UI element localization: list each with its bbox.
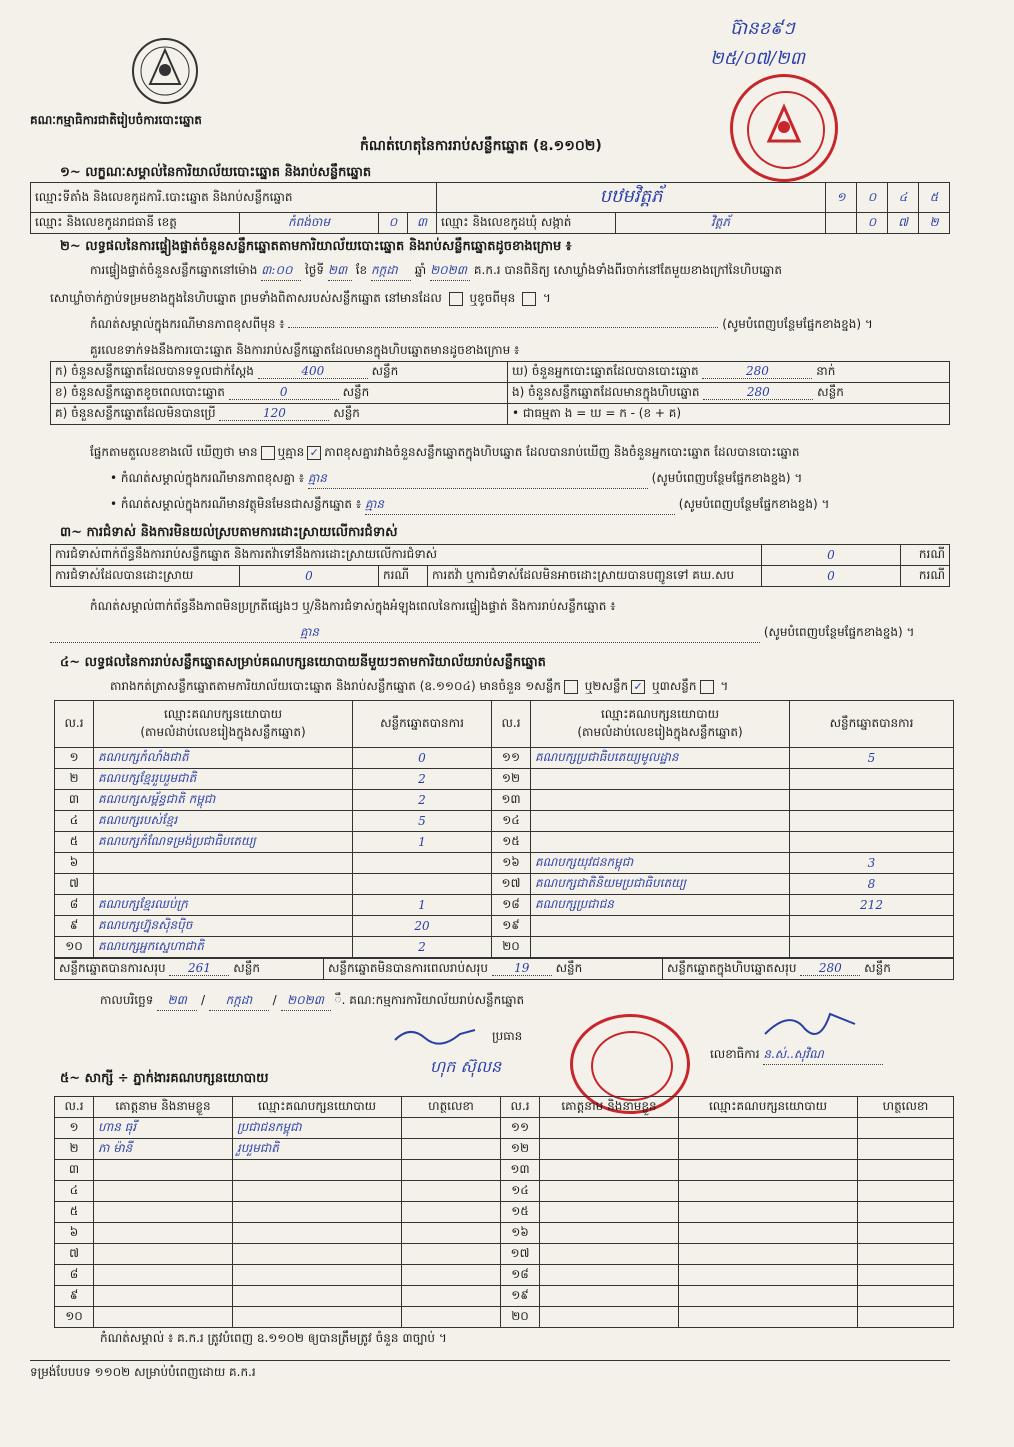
- party-no: ១៩: [492, 916, 531, 937]
- witness-party: [679, 1244, 858, 1265]
- party-no: ៨: [55, 895, 94, 916]
- objection-table: ការជំទាស់ពាក់ព័ន្ធនឹងការរាប់សន្លឹកឆ្នោត និងការតវ៉ាទៅនឹងការដោះស្រាយលើការជំទាស់ 0 ករណី ការជំទាស់ដែលបានដោះស្រាយ 0 ករណី ការតវ៉ា ឬការជំទាស់ដែលមិនអាចដោះស្រាយបានបញ្ជូនទៅ គឃ.សប 0 ករណី: [50, 544, 950, 587]
- commune-code-3: ២: [919, 213, 950, 234]
- verify-month: កក្កដា: [371, 262, 411, 281]
- party-results-table: ល.រ ឈ្មោះគណបក្សនយោបាយ (តាមលំដាប់លេខរៀងក្នុងសន្លឹកឆ្នោត) សន្លឹកឆ្នោតបានការ ល.រ ឈ្មោះគណបក្សនយោបាយ (តាមលំដាប់លេខរៀងក្នុងសន្លឹកឆ្នោត) សន្លឹកឆ្នោតបានការ ១ គណបក្សកំលាំងជាតិ 0 ១១ គណបក្សប្រជាធិបតេយ្យមូលដ្ឋាន 5 ២ គណបក្សខ្មែររួបរួមជាតិ 2 ១២ ៣ គណបក្សសម្ព័ន្ធជាតិ កម្ពុជា 2 ១៣ ៤ គណបក្សរបស់ខ្មែរ 5 ១៤ ៥ គណបក្សកំណែទម្រង់ប្រជាធិបតេយ្យ 1 ១៥ ៦ ១៦ គណបក្សយុវជនកម្ពុជា 3 ៧ ១៧ គណបក្សជាតិនិយមប្រជាធិបតេយ្យ 8 ៨ គណបក្សខ្មែរឈប់ក្រ 1 ១៨ គណបក្សប្រជាជន 212 ៩ គណបក្សហ្វ៊ុនស៊ិនប៉ិច 20 ១៩ ១០ គណបក្សអ្នកស្នេហាជាតិ 2 ២០: [54, 700, 954, 958]
- party-votes: 2: [353, 769, 492, 790]
- party-name: គណបក្សខ្មែររួបរួមជាតិ: [94, 769, 353, 790]
- party-no: ៣: [55, 790, 94, 811]
- location-value: បឋមវិត្តភ័: [437, 183, 826, 213]
- commune-code-1: ០: [857, 213, 888, 234]
- chair-label: ប្រធាន: [492, 1029, 523, 1043]
- witness-no: ៦: [55, 1223, 94, 1244]
- party-votes: [790, 937, 954, 958]
- ballots-in-box: 280: [703, 385, 813, 400]
- party-row: [55, 832, 954, 853]
- witness-name: [540, 1202, 679, 1223]
- witness-signature: [858, 1118, 954, 1139]
- has-difference-checkbox[interactable]: [261, 446, 275, 460]
- spoiled-ballots: 0: [229, 385, 339, 400]
- witness-party: [679, 1160, 858, 1181]
- witness-party: [233, 1223, 402, 1244]
- witness-no: ១៧: [501, 1244, 540, 1265]
- witness-party: [679, 1139, 858, 1160]
- party-no: ៥: [55, 832, 94, 853]
- witness-row: [55, 1160, 954, 1181]
- party-name: គណបក្សហ្វ៊ុនស៊ិនប៉ិច: [94, 916, 353, 937]
- party-name: គណបក្សជាតិនិយមប្រជាធិបតេយ្យ: [531, 874, 790, 895]
- party-no: ១២: [492, 769, 531, 790]
- witness-party: [233, 1244, 402, 1265]
- secretary-line: លេខាធិការ ន.ស់..សុវិណ: [710, 1046, 883, 1065]
- unused-ballots: 120: [219, 406, 329, 421]
- witness-no: ១០: [55, 1307, 94, 1328]
- witness-name: [540, 1139, 679, 1160]
- committee-name: គណៈកម្មាធិការជាតិរៀបចំការបោះឆ្នោត: [30, 113, 202, 127]
- witness-signature: [858, 1181, 954, 1202]
- witness-name: [540, 1244, 679, 1265]
- total-in-box: 280: [800, 961, 860, 976]
- witness-no: ២: [55, 1139, 94, 1160]
- witness-party: [233, 1202, 402, 1223]
- witness-party: [233, 1181, 402, 1202]
- witness-party: [233, 1265, 402, 1286]
- province-label: ឈ្មោះ និងលេខកូដរាជធានី ខេត្ត: [31, 213, 240, 234]
- witness-no: ៧: [55, 1244, 94, 1265]
- form-footer: ទម្រង់បែបបទ ១១០២ សម្រាប់បំពេញដោយ គ.ក.រ: [30, 1365, 256, 1379]
- party-votes: 5: [353, 811, 492, 832]
- voters-count: 280: [702, 364, 812, 379]
- party-no: ២: [55, 769, 94, 790]
- party-no: ៤: [55, 811, 94, 832]
- witness-party: [233, 1286, 402, 1307]
- national-emblem-icon: [130, 36, 200, 106]
- party-name: [531, 790, 790, 811]
- irregularity-note-fill: គ្មាន (សូមបំពេញបន្ថែមផ្នែកខាងខ្នង) ។: [50, 624, 960, 643]
- witness-no: ១២: [501, 1139, 540, 1160]
- witness-signature: [858, 1265, 954, 1286]
- party-votes: 212: [790, 895, 954, 916]
- witness-body: [55, 1118, 954, 1328]
- secretary-signature: [760, 1004, 860, 1047]
- witness-no: ១១: [501, 1118, 540, 1139]
- section1-heading: ១~ លក្ខណៈសម្គាល់នៃការិយាល័យបោះឆ្នោត និងរាប់សន្លឹកឆ្នោត: [60, 165, 372, 180]
- party-votes: [790, 769, 954, 790]
- witness-name: [540, 1181, 679, 1202]
- witness-name: [94, 1265, 233, 1286]
- witness-party: [679, 1202, 858, 1223]
- bullet-foreign-object: • កំណត់សម្គាល់ក្នុងករណីមានវត្ថុមិនមែនជាសន្លឹកឆ្នោត ៖ គ្មាន (សូមបំពេញបន្ថែមផ្នែកខាងខ្នង) ។: [110, 496, 950, 515]
- witness-name: [94, 1181, 233, 1202]
- party-votes: [353, 853, 492, 874]
- footnote: កំណត់សម្គាល់ ៖ គ.ក.រ ត្រូវបំពេញ ឧ.១១០២ ឲ្យបានត្រឹមត្រូវ ចំនួន ៣ច្បាប់ ។: [100, 1331, 447, 1345]
- damaged-checkbox[interactable]: [522, 292, 536, 306]
- witness-signature: [858, 1160, 954, 1181]
- witness-no: ១៣: [501, 1160, 540, 1181]
- party-name: គណបក្សអ្នកស្នេហាជាតិ: [94, 937, 353, 958]
- witness-no: ១: [55, 1118, 94, 1139]
- witness-name: [540, 1286, 679, 1307]
- witness-party: [233, 1160, 402, 1181]
- province-value: កំពង់ចាម: [240, 213, 379, 234]
- location-label: ឈ្មោះទីតាំង និងលេខកូដការិ.បោះឆ្នោត និងរាប់សន្លឹកឆ្នោត: [31, 183, 437, 213]
- party-results-body: [55, 748, 954, 958]
- witness-signature: [402, 1160, 501, 1181]
- witness-signature: [402, 1244, 501, 1265]
- party-votes: 8: [790, 874, 954, 895]
- party-row: [55, 748, 954, 769]
- witness-signature: [858, 1286, 954, 1307]
- party-row: [55, 811, 954, 832]
- bullet-difference: • កំណត់សម្គាល់ក្នុងករណីមានភាពខុសគ្នា ៖ គ្មាន (សូមបំពេញបន្ថែមផ្នែកខាងខ្នង) ។: [110, 470, 950, 489]
- witness-signature: [402, 1307, 501, 1328]
- party-votes: 5: [790, 748, 954, 769]
- witness-name: [94, 1307, 233, 1328]
- tally-sheet-line: តារាងកត់ត្រាសន្លឹកឆ្នោតតាមការិយាល័យបោះឆ្នោត និងរាប់សន្លឹកឆ្នោត (ឧ.១១០៤) មានចំនួន ១សន្លឹក ឬ២សន្លឹក ✓ ឬ៣សន្លឹក ។: [110, 679, 729, 693]
- witness-name: [94, 1286, 233, 1307]
- witness-no: ៨: [55, 1265, 94, 1286]
- party-no: ១៨: [492, 895, 531, 916]
- party-votes: [790, 916, 954, 937]
- witness-name: [540, 1265, 679, 1286]
- witness-name: [540, 1118, 679, 1139]
- verify-day: ២៣: [328, 262, 352, 281]
- witness-party: ប្រជាជនកម្ពុជា: [233, 1118, 402, 1139]
- witness-party: [679, 1118, 858, 1139]
- irregularity-note: កំណត់សម្គាល់ពាក់ព័ន្ធនឹងភាពមិនប្រក្រតីផ្សេងៗ ឬ/និងការជំទាស់ក្នុងអំឡុងពេលនៃការផ្ទៀងផ្ទាត់ និងការរាប់សន្លឹកឆ្នោត ៖: [90, 599, 616, 613]
- section5-heading: ៥~ សាក្សី ÷ ភ្នាក់ងារគណបក្សនយោបាយ: [60, 1071, 269, 1086]
- location-code-2: ០: [857, 183, 888, 213]
- party-no: ១៣: [492, 790, 531, 811]
- witness-name: [540, 1160, 679, 1181]
- chair-signature: [390, 1020, 480, 1053]
- witness-signature: [402, 1223, 501, 1244]
- party-no: ៧: [55, 874, 94, 895]
- witness-name: ភា ម៉ានី: [94, 1139, 233, 1160]
- party-votes: [790, 832, 954, 853]
- party-no: ១៥: [492, 832, 531, 853]
- received-ballots: 400: [258, 364, 368, 379]
- witness-row: [55, 1244, 954, 1265]
- witness-row: [55, 1181, 954, 1202]
- received-handwriting-1: ប៊ានខ៩ៗ: [730, 18, 795, 39]
- verify-year: ២០២៣: [430, 262, 470, 281]
- witness-signature: [858, 1202, 954, 1223]
- witness-name: [94, 1223, 233, 1244]
- location-code-4: ៥: [919, 183, 950, 213]
- party-no: ៦: [55, 853, 94, 874]
- party-no: ១៤: [492, 811, 531, 832]
- witness-party: [679, 1181, 858, 1202]
- witness-signature: [858, 1307, 954, 1328]
- witness-no: ១៩: [501, 1286, 540, 1307]
- party-no: ២០: [492, 937, 531, 958]
- province-code-1: ០: [379, 213, 408, 234]
- witness-signature: [402, 1202, 501, 1223]
- party-no: ១៦: [492, 853, 531, 874]
- party-votes: 1: [353, 832, 492, 853]
- party-row: [55, 853, 954, 874]
- document-title: កំណត់ហេតុនៃការរាប់សន្លឹកឆ្នោត (ឧ.១១០២): [360, 138, 602, 154]
- figures-intro: គួរលេខទាក់ទងនឹងការបោះឆ្នោត និងការរាប់សន្លឹកឆ្នោតដែលមានក្នុងហិបឆ្នោតមានដូចខាងក្រោម ៖: [90, 343, 520, 357]
- difference-line: ផ្នែកតាមតួលេខខាងលើ ឃើញថា មាន ឬគ្មាន ✓ ភាពខុសគ្នារវាងចំនួនសន្លឹកឆ្នោតក្នុងហិបឆ្នោត ដែលបានរាប់ឃើញ និងចំនួនអ្នកបោះឆ្នោត ដែលបានបោះឆ្នោត: [90, 445, 800, 459]
- verify-time: ៣:០០: [261, 262, 301, 281]
- witness-no: ១៨: [501, 1265, 540, 1286]
- party-no: ១០: [55, 937, 94, 958]
- witness-row: [55, 1265, 954, 1286]
- party-no: ១: [55, 748, 94, 769]
- no-difference-checkbox[interactable]: ✓: [307, 446, 321, 460]
- witness-party: [679, 1265, 858, 1286]
- party-no: ៩: [55, 916, 94, 937]
- received-handwriting-2: ២៥/០៧/២៣: [710, 48, 806, 69]
- formula: • ជាធម្មតា ង = ឃ = ក - (ខ + គ): [508, 404, 950, 425]
- section4-heading: ៤~ លទ្ធផលនៃការរាប់សន្លឹកឆ្នោតសម្រាប់គណបក្សនយោបាយនីមួយៗតាមការិយាល័យរាប់សន្លឹកឆ្នោត: [60, 655, 546, 670]
- objection-count: 0: [762, 545, 901, 566]
- witness-signature: [858, 1223, 954, 1244]
- witness-table: ល.រ គោត្តនាម និងនាមខ្លួន ឈ្មោះគណបក្សនយោបាយ ហត្ថលេខា ល.រ គោត្តនាម និងនាមខ្លួន ឈ្មោះគណបក្សនយោបាយ ហត្ថលេខា ១ ហាន ធុរី ប្រជាជនកម្ពុជា ១១ ២ ភា ម៉ានី រួបរួមជាតិ ១២ ៣ ១៣ ៤ ១៤ ៥ ១៥ ៦ ១៦ ៧ ១៧ ៨ ១៨ ៩ ១៩ ១០ ២០: [54, 1096, 954, 1328]
- official-stamp-icon: [730, 74, 838, 182]
- witness-row: [55, 1139, 954, 1160]
- witness-no: ៩: [55, 1286, 94, 1307]
- witness-name: [94, 1160, 233, 1181]
- party-name: គណបក្សប្រជាជន: [531, 895, 790, 916]
- witness-signature: [402, 1286, 501, 1307]
- witness-row: [55, 1118, 954, 1139]
- party-name: [94, 853, 353, 874]
- party-votes: 2: [353, 937, 492, 958]
- footer-rule: [30, 1360, 950, 1361]
- party-votes: [790, 790, 954, 811]
- party-no: ១១: [492, 748, 531, 769]
- party-votes: 2: [353, 790, 492, 811]
- witness-signature: [402, 1181, 501, 1202]
- witness-party: [233, 1307, 402, 1328]
- witness-no: ១៥: [501, 1202, 540, 1223]
- party-name: គណបក្សកំណែទម្រង់ប្រជាធិបតេយ្យ: [94, 832, 353, 853]
- election-form-page: [30, 14, 970, 1434]
- witness-row: [55, 1307, 954, 1328]
- witness-signature: [402, 1118, 501, 1139]
- chair-name: ហុក ស៊ុលន: [430, 1057, 502, 1076]
- witness-signature: [402, 1265, 501, 1286]
- witness-no: ២០: [501, 1307, 540, 1328]
- province-code-2: ៣: [408, 213, 437, 234]
- witness-party: [679, 1286, 858, 1307]
- section1-table: [30, 182, 950, 234]
- difference-note-line: កំណត់សម្គាល់ក្នុងករណីមានភាពខុសពីមុន ៖ (សូមបំពេញបន្ថែមផ្នែកខាងខ្នង) ។: [90, 317, 873, 331]
- party-row: [55, 790, 954, 811]
- witness-name: ហាន ធុរី: [94, 1118, 233, 1139]
- party-votes: 20: [353, 916, 492, 937]
- party-name: គណបក្សខ្មែរឈប់ក្រ: [94, 895, 353, 916]
- total-valid: 261: [169, 961, 229, 976]
- witness-row: [55, 1286, 954, 1307]
- party-name: គណបក្សរបស់ខ្មែរ: [94, 811, 353, 832]
- resolved-count: 0: [240, 566, 379, 587]
- witness-row: [55, 1202, 954, 1223]
- witness-signature: [402, 1139, 501, 1160]
- party-row: [55, 874, 954, 895]
- witness-row: [55, 1223, 954, 1244]
- witness-name: [540, 1223, 679, 1244]
- party-votes: [790, 811, 954, 832]
- party-name: [531, 937, 790, 958]
- witness-name: [540, 1307, 679, 1328]
- total-invalid: 19: [492, 961, 552, 976]
- verification-line: ការផ្ទៀងផ្ទាត់ចំនួនសន្លឹកឆ្នោតនៅម៉ោង ៣:០០ ថ្ងៃទី ២៣ ខែ កក្កដា ឆ្នាំ ២០២៣ គ.ក.រ បានពិនិត្យ សោឃ្លាំងទាំងពីរចាក់នៅតែមួយខាងក្រៅនៃហិបឆ្នោត: [90, 262, 970, 281]
- party-votes: [353, 874, 492, 895]
- party-votes: 0: [353, 748, 492, 769]
- party-name: គណបក្សយុវជនកម្ពុជា: [531, 853, 790, 874]
- witness-signature: [858, 1244, 954, 1265]
- section2-heading: ២~ លទ្ធផលនៃការផ្ទៀងផ្ទាត់ចំនួនសន្លឹកឆ្នោតតាមការិយាល័យបោះឆ្នោត និងរាប់សន្លឹកឆ្នោតដូចខាងក្រោម ៖: [60, 239, 572, 254]
- forwarded-count: 0: [762, 566, 901, 587]
- figures-table: ក) ចំនួនសន្លឹកឆ្នោតដែលបានទទួលជាក់ស្តែង 400 សន្លឹក ឃ) ចំនួនអ្នកបោះឆ្នោតដែលបានបោះឆ្នោត 280 នាក់ ខ) ចំនួនសន្លឹកឆ្នោតខូចពេលបោះឆ្នោត 0 សន្លឹក ង) ចំនួនសន្លឹកឆ្នោតដែលមានក្នុងហិបឆ្នោត 280 សន្លឹក គ) ចំនួនសន្លឹកឆ្នោតដែលមិនបានប្រើ 120 សន្លឹក • ជាធម្មតា ង = ឃ = ក - (ខ + គ): [50, 361, 950, 425]
- party-row: [55, 895, 954, 916]
- party-votes: 3: [790, 853, 954, 874]
- witness-signature: [858, 1139, 954, 1160]
- party-row: [55, 769, 954, 790]
- location-code-1: ១: [826, 183, 857, 213]
- intact-checkbox[interactable]: [449, 292, 463, 306]
- section3-heading: ៣~ ការជំទាស់ និងការមិនយល់ស្របតាមការដោះស្រាយលើការជំទាស់: [60, 525, 398, 540]
- commune-code-2: ៧: [888, 213, 919, 234]
- party-name: គណបក្សប្រជាធិបតេយ្យមូលដ្ឋាន: [531, 748, 790, 769]
- party-name: [94, 874, 353, 895]
- location-code-3: ៤: [888, 183, 919, 213]
- witness-party: [679, 1307, 858, 1328]
- commune-value: វិត្តភ័: [616, 213, 826, 234]
- party-name: [531, 832, 790, 853]
- party-name: [531, 916, 790, 937]
- witness-no: ១៤: [501, 1181, 540, 1202]
- witness-no: ៣: [55, 1160, 94, 1181]
- witness-name: [94, 1202, 233, 1223]
- totals-table: សន្លឹកឆ្នោតបានការសរុប 261 សន្លឹក សន្លឹកឆ្នោតមិនបានការពេលរាប់សរុប 19 សន្លឹក សន្លឹកឆ្នោតក្នុងហិបឆ្នោតសរុប 280 សន្លឹក: [54, 958, 954, 980]
- party-name: [531, 769, 790, 790]
- commune-label: ឈ្មោះ និងលេខកូដឃុំ សង្កាត់: [437, 213, 616, 234]
- date-line: កាលបរិច្ឆេទ ២៣ / កក្កដា / ២០២៣ ឹ. គណ:កម្មការការិយាល័យរាប់សន្លឹកឆ្នោត: [100, 992, 800, 1011]
- witness-name: [94, 1244, 233, 1265]
- party-name: [531, 811, 790, 832]
- party-votes: 1: [353, 895, 492, 916]
- party-name: គណបក្សកំលាំងជាតិ: [94, 748, 353, 769]
- witness-no: ៥: [55, 1202, 94, 1223]
- witness-no: ៤: [55, 1181, 94, 1202]
- witness-party: រួបរួមជាតិ: [233, 1139, 402, 1160]
- seal-line: សោឃ្លាំចាក់ភ្ជាប់ទម្រមខាងក្នុងនៃហិបឆ្នោត ព្រមទាំងពិតាសរបស់សន្លឹកឆ្នោត នៅមានដែល ឬខូចពីមុន ។: [50, 291, 551, 305]
- witness-party: [679, 1223, 858, 1244]
- witness-no: ១៦: [501, 1223, 540, 1244]
- party-row: [55, 916, 954, 937]
- party-name: គណបក្សសម្ព័ន្ធជាតិ កម្ពុជា: [94, 790, 353, 811]
- party-row: [55, 937, 954, 958]
- party-no: ១៧: [492, 874, 531, 895]
